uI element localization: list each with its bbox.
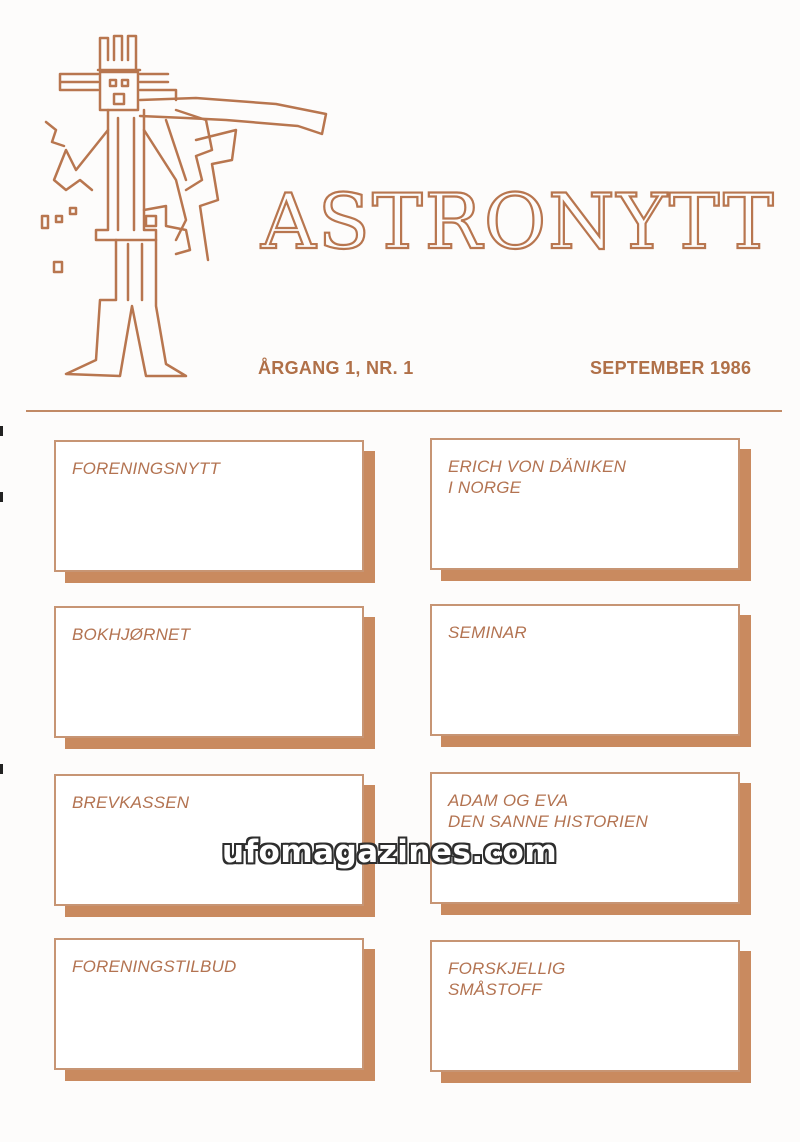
- contents-box-foreningstilbud: [54, 938, 364, 1070]
- masthead-title: [255, 168, 776, 278]
- header-divider: [26, 410, 782, 412]
- contents-box-bokhjornet: [54, 606, 364, 738]
- watermark-text: ufomagazines.com: [222, 834, 558, 870]
- contents-box-title: ADAM OG EVA DEN SANNE HISTORIEN: [448, 791, 648, 831]
- masthead-title-text: ASTRONYTT: [261, 177, 776, 266]
- scan-edge-mark: [0, 764, 3, 774]
- contents-box-title: FORENINGSTILBUD: [72, 957, 237, 976]
- contents-box-title: FORENINGSNYTT: [72, 459, 221, 478]
- contents-box-smastoff: [430, 940, 740, 1072]
- contents-box-title: SEMINAR: [448, 623, 527, 642]
- contents-box-foreningsnytt: [54, 440, 364, 572]
- issue-volume: ÅRGANG 1, NR. 1: [258, 358, 414, 378]
- contents-box-daniken: [430, 438, 740, 570]
- issue-date: SEPTEMBER 1986: [590, 358, 752, 378]
- contents-box-title: FORSKJELLIG SMÅSTOFF: [448, 959, 566, 999]
- contents-box-title: ERICH VON DÄNIKEN I NORGE: [448, 457, 627, 497]
- contents-box-title: BREVKASSEN: [72, 793, 190, 812]
- scan-edge-mark: [0, 426, 3, 436]
- scan-edge-mark: [0, 492, 3, 502]
- contents-box-title: BOKHJØRNET: [72, 625, 191, 644]
- contents-box-seminar: [430, 604, 740, 736]
